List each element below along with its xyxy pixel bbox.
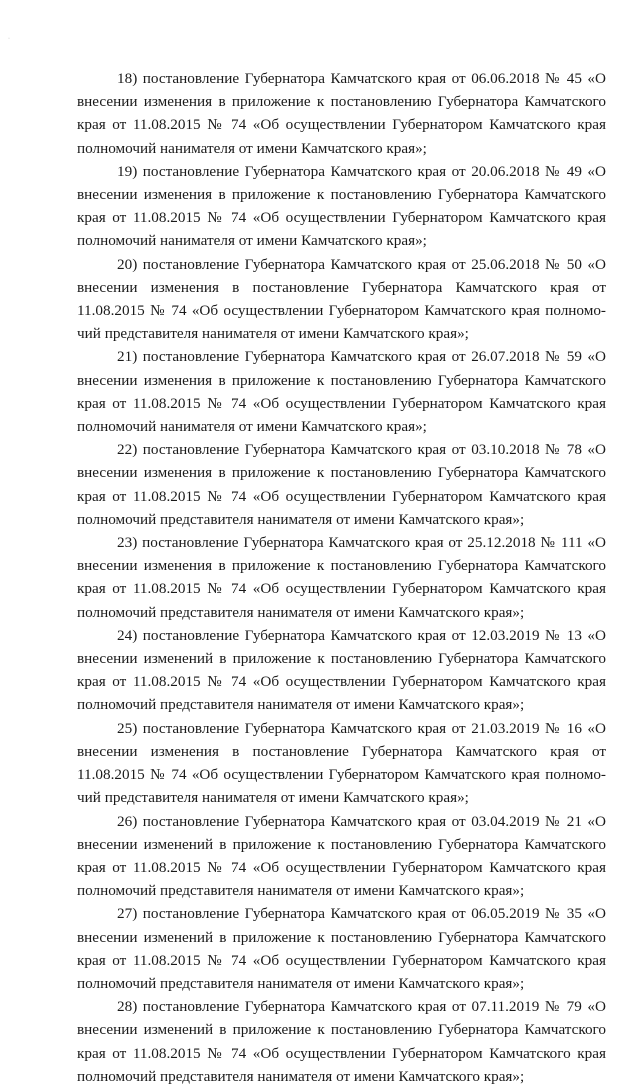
list-item-text-line: полномочий нанимателя от имени Камчатского края»; xyxy=(77,418,427,436)
list-item-text-line: внесении изменения в приложение к постановлению Губернатора Камчатского xyxy=(77,557,606,575)
list-item-text-line: чий представителя нанимателя от имени Камчатского края»; xyxy=(77,789,469,807)
list-item xyxy=(77,624,606,717)
list-item-text-line: края от 11.08.2015 № 74 «Об осуществлении Губернатором Камчатского края xyxy=(77,580,606,598)
list-item xyxy=(77,438,606,531)
list-item-text-line: внесении изменения в постановление Губернатора Камчатского края от xyxy=(77,278,606,296)
list-item xyxy=(77,810,606,903)
list-item xyxy=(77,345,606,438)
list-item-heading-line: 28) постановление Губернатора Камчатского края от 07.11.2019 № 79 «О xyxy=(117,998,606,1016)
list-item-text-line: полномочий представителя нанимателя от имени Камчатского края»; xyxy=(77,603,525,621)
list-item-text-line: внесении изменения в приложение к постановлению Губернатора Камчатского xyxy=(77,464,606,482)
list-item-heading-line: 18) постановление Губернатора Камчатского края от 06.06.2018 № 45 «О xyxy=(117,70,606,87)
list-item-text-line: внесении изменений в приложение к постановлению Губернатора Камчатского xyxy=(77,835,606,853)
list-item-text-line: внесении изменений в приложение к постановлению Губернатора Камчатского xyxy=(77,928,606,946)
list-item xyxy=(77,717,606,810)
list-item-text-line: края от 11.08.2015 № 74 «Об осуществлении Губернатором Камчатского края xyxy=(77,487,606,505)
list-item-text-line: внесении изменений в приложение к постановлению Губернатора Камчатского xyxy=(77,1021,606,1039)
list-item xyxy=(77,531,606,624)
list-item-heading-line: 19) постановление Губернатора Камчатского края от 20.06.2018 № 49 «О xyxy=(117,162,606,180)
list-item-text-line: полномочий нанимателя от имени Камчатского края»; xyxy=(77,232,427,250)
list-item xyxy=(77,902,606,995)
list-item-heading-line: 26) постановление Губернатора Камчатского края от 03.04.2019 № 21 «О xyxy=(117,812,606,830)
list-item-text-line: края от 11.08.2015 № 74 «Об осуществлении Губернатором Камчатского края xyxy=(77,673,606,691)
list-item xyxy=(77,160,606,253)
list-item-text-line: края от 11.08.2015 № 74 «Об осуществлении Губернатором Камчатского края xyxy=(77,209,606,227)
list-item-text-line: полномочий представителя нанимателя от имени Камчатского края»; xyxy=(77,696,525,714)
list-item-text-line: внесении изменения в приложение к постановлению Губернатора Камчатского xyxy=(77,186,606,204)
list-item-text-line: края от 11.08.2015 № 74 «Об осуществлении Губернатором Камчатского края xyxy=(77,394,606,412)
list-item-heading-line: 24) постановление Губернатора Камчатского края от 12.03.2019 № 13 «О xyxy=(117,626,606,644)
list-item-heading-line: 25) постановление Губернатора Камчатского края от 21.03.2019 № 16 «О xyxy=(117,719,606,737)
list-item-text-line: края от 11.08.2015 № 74 «Об осуществлении Губернатором Камчатского края xyxy=(77,1044,606,1062)
list-item-heading-line: 27) постановление Губернатора Камчатского края от 06.05.2019 № 35 «О xyxy=(117,905,606,923)
list-item-text-line: полномочий представителя нанимателя от имени Камчатского края»; xyxy=(77,510,525,528)
list-item-text-line: полномочий представителя нанимателя от имени Камчатского края»; xyxy=(77,882,525,900)
list-item-text-line: внесении изменения в приложение к постановлению Губернатора Камчатского xyxy=(77,371,606,389)
list-item-text-line: внесении изменения в приложение к постановлению Губернатора Камчатского xyxy=(77,93,606,111)
list-item-text-line: полномочий нанимателя от имени Камчатского края»; xyxy=(77,139,427,157)
list-item-heading-line: 22) постановление Губернатора Камчатского края от 03.10.2018 № 78 «О xyxy=(117,441,606,459)
list-item xyxy=(77,995,606,1088)
list-item-text-line: края от 11.08.2015 № 74 «Об осуществлении Губернатором Камчатского края xyxy=(77,858,606,876)
list-item-heading-line: 23) постановление Губернатора Камчатского края от 25.12.2018 № 111 «О xyxy=(117,534,606,552)
list-item-text-line: внесении изменений в приложение к постановлению Губернатора Камчатского xyxy=(77,650,606,668)
list-item-text-line: края от 11.08.2015 № 74 «Об осуществлении Губернатором Камчатского края xyxy=(77,951,606,969)
list-item xyxy=(77,67,606,160)
document-body xyxy=(77,67,606,1088)
list-item xyxy=(77,253,606,346)
list-item-text-line: внесении изменения в постановление Губернатора Камчатского края от xyxy=(77,742,606,760)
list-item-text-line: полномочий представителя нанимателя от имени Камчатского края»; xyxy=(77,1067,525,1085)
list-item-text-line: 11.08.2015 № 74 «Об осуществлении Губернатором Камчатского края полномо- xyxy=(77,766,606,784)
list-item-text-line: чий представителя нанимателя от имени Камчатского края»; xyxy=(77,325,469,343)
scan-mark: · xyxy=(8,36,10,42)
list-item-text-line: полномочий представителя нанимателя от имени Камчатского края»; xyxy=(77,974,525,992)
list-item-text-line: края от 11.08.2015 № 74 «Об осуществлении Губернатором Камчатского края xyxy=(77,116,606,134)
list-item-text-line: 11.08.2015 № 74 «Об осуществлении Губернатором Камчатского края полномо- xyxy=(77,302,606,320)
list-item-heading-line: 20) постановление Губернатора Камчатского края от 25.06.2018 № 50 «О xyxy=(117,255,606,273)
list-item-heading-line: 21) постановление Губернатора Камчатского края от 26.07.2018 № 59 «О xyxy=(117,348,606,366)
